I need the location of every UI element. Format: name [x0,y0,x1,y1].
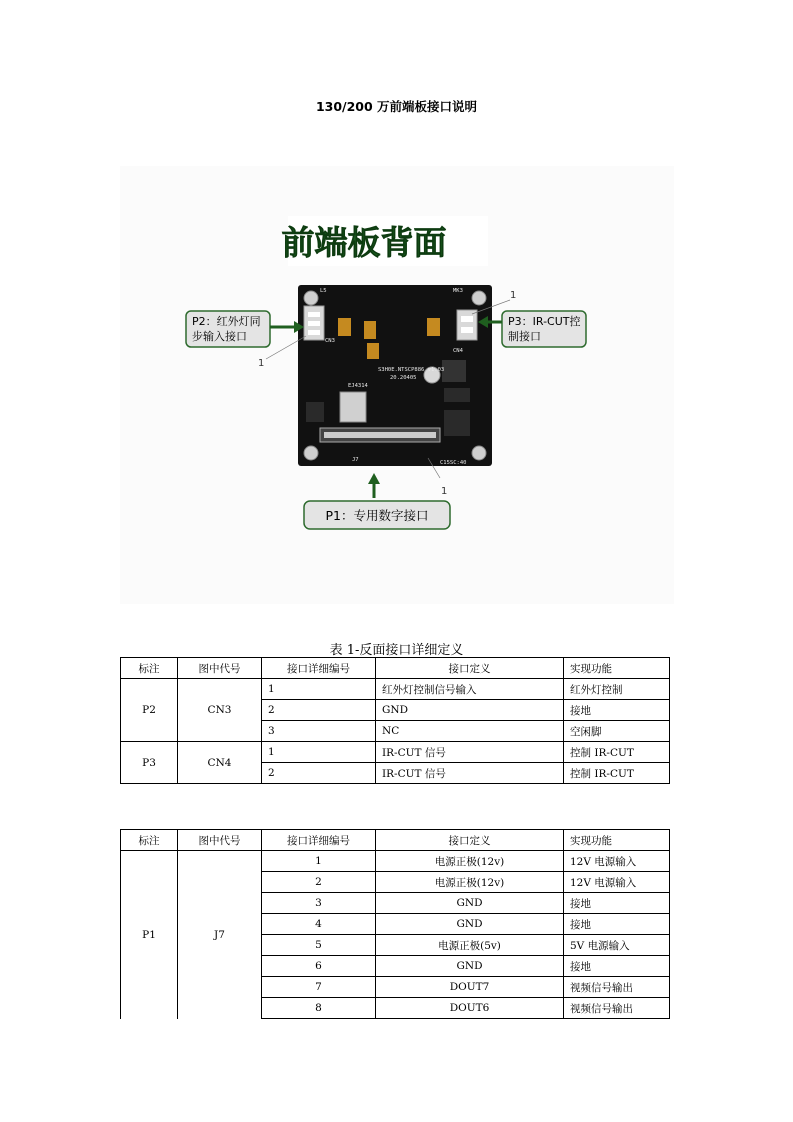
callout-p3-line2: 制接口 [508,330,541,343]
ic-chip [306,402,324,422]
callout-p1-label: P1：专用数字接口 [325,508,429,523]
pin-number: 2 [262,763,376,784]
table-header: 接口定义 [376,830,564,851]
mount-hole [472,446,486,460]
capacitor [427,318,440,336]
table-header: 实现功能 [564,830,670,851]
connector-j7-pins [324,432,436,438]
pin-function: 控制 IR-CUT [564,763,670,784]
silk-mk3: MK3 [453,288,463,294]
board-diagram [120,166,674,604]
table1-caption: 表 1-反面接口详细定义 [329,643,464,658]
table-header: 接口详细编号 [262,658,376,679]
table2-header-row [121,830,670,851]
silk-rev: 20.20405 [390,375,417,381]
pin-function: 空闲脚 [564,721,670,742]
table2 [120,829,670,1019]
pin-function: 12V 电源输入 [564,851,670,872]
pin-definition: IR-CUT 信号 [376,742,564,763]
callout-p3-line1: P3：IR-CUT控 [508,315,581,328]
table-header: 标注 [121,658,178,679]
pin-definition: 电源正极(12v) [376,872,564,893]
table-header: 标注 [121,830,178,851]
pin-function: 12V 电源输入 [564,872,670,893]
group-code: CN4 [178,742,262,784]
pin-definition: 红外灯控制信号输入 [376,679,564,700]
mount-hole [304,446,318,460]
silk-crystal: EJ4314 [348,383,368,389]
pin-function: 5V 电源输入 [564,935,670,956]
crystal [340,392,366,422]
mount-hole [304,291,318,305]
pin-number: 8 [262,998,376,1019]
capacitor [364,321,376,339]
pin-function: 接地 [564,700,670,721]
group-code: CN3 [178,679,262,742]
arrowhead-p1 [368,473,380,484]
pin-number: 3 [262,893,376,914]
pin-number: 1 [262,851,376,872]
ic-chip [444,388,470,402]
table1 [120,657,670,784]
table1-header-row [121,658,670,679]
table-header: 实现功能 [564,658,670,679]
table-row [121,742,670,763]
pin-number: 2 [262,700,376,721]
silk-j7: J7 [352,457,359,463]
group-label: P1 [121,851,178,1019]
pin-definition: 电源正极(12v) [376,851,564,872]
pin-function: 视频信号输出 [564,998,670,1019]
table-row [121,851,670,872]
silk-model: C15SC:40 [440,460,467,466]
pin-definition: GND [376,956,564,977]
table-header: 接口定义 [376,658,564,679]
connector-pin [461,316,473,322]
pin1-label-p2: 1 [258,358,265,369]
pin-number: 7 [262,977,376,998]
pin-function: 控制 IR-CUT [564,742,670,763]
table-row [121,679,670,700]
connector-pin [461,327,473,333]
callout-p2-line2: 步输入接口 [192,330,247,343]
ic-chip [444,410,470,436]
connector-cn4 [457,310,477,340]
pin-number: 1 [262,679,376,700]
pin1-label-p1: 1 [441,486,448,497]
ic-chip [442,360,466,382]
pin-function: 红外灯控制 [564,679,670,700]
pin-definition: DOUT7 [376,977,564,998]
group-code: J7 [178,851,262,1019]
pin-function: 接地 [564,956,670,977]
pin-definition: NC [376,721,564,742]
pin-number: 1 [262,742,376,763]
pin-number: 5 [262,935,376,956]
table-header: 图中代号 [178,658,262,679]
pin-definition: GND [376,914,564,935]
pin-definition: 电源正极(5v) [376,935,564,956]
pin-number: 6 [262,956,376,977]
pin-number: 2 [262,872,376,893]
connector-pin [308,330,320,335]
pin-definition: DOUT6 [376,998,564,1019]
pin1-label-p3: 1 [510,290,517,301]
document-title: 130/200 万前端板接口说明 [315,99,478,114]
table-header: 接口详细编号 [262,830,376,851]
silk-l5: L5 [320,288,327,294]
pin-function: 接地 [564,914,670,935]
silk-cn3: CN3 [325,338,335,344]
pin-function: 视频信号输出 [564,977,670,998]
pin-definition: GND [376,700,564,721]
pin-definition: IR-CUT 信号 [376,763,564,784]
pin-number: 3 [262,721,376,742]
pin-function: 接地 [564,893,670,914]
connector-pin [308,312,320,317]
group-label: P3 [121,742,178,784]
figure-heading: 前端板背面 [281,223,447,262]
pin-number: 4 [262,914,376,935]
connector-pin [308,321,320,326]
silk-cn4: CN4 [453,348,463,354]
capacitor [338,318,351,336]
callout-p2-line1: P2：红外灯同 [192,315,261,328]
mount-hole [472,291,486,305]
silk-code: S3H0E.NTSCP886 v1.03 [378,367,445,373]
board-figure [120,166,674,604]
capacitor [367,343,379,359]
group-label: P2 [121,679,178,742]
table-header: 图中代号 [178,830,262,851]
pin-definition: GND [376,893,564,914]
